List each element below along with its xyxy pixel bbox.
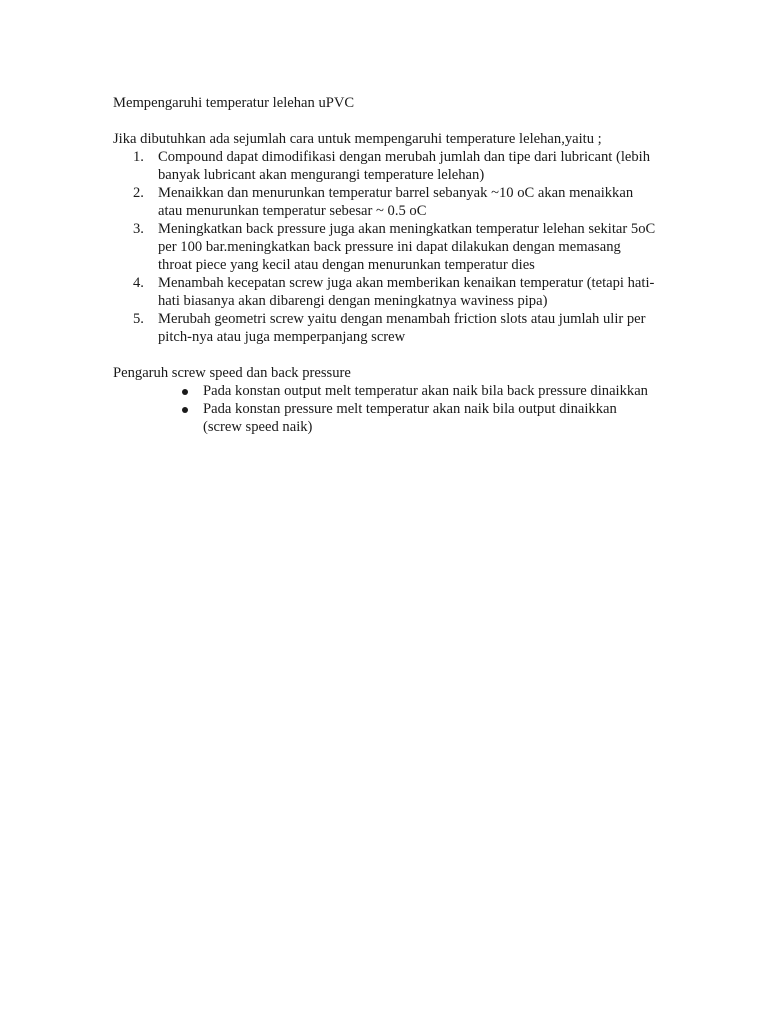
document-title: Mempengaruhi temperatur lelehan uPVC xyxy=(113,95,355,111)
list-item xyxy=(113,274,658,310)
list-item-number: 3. xyxy=(133,221,144,237)
list-item-text: Merubah geometri screw yaitu dengan menambah friction slots atau jumlah ulir per pitch-nya atau juga memperpanjang screw xyxy=(158,311,646,345)
list-item-text: Menambah kecepatan screw juga akan memberikan kenaikan temperatur (tetapi hati-hati biasanya akan dibarengi dengan meningkatnya waviness pipa) xyxy=(158,275,655,309)
intro-paragraph: Jika dibutuhkan ada sejumlah cara untuk mempengaruhi temperature lelehan,yaitu ; xyxy=(113,131,602,147)
list-item xyxy=(113,148,658,184)
list-item xyxy=(113,220,658,274)
list-item-number: 4. xyxy=(133,275,144,291)
list-item-number: 1. xyxy=(133,149,144,165)
bullet-text: Pada konstan output melt temperatur akan naik bila back pressure dinaikkan xyxy=(203,383,648,399)
bullet-icon xyxy=(182,389,188,395)
bullet-item xyxy=(113,400,658,436)
list-item-number: 5. xyxy=(133,311,144,327)
bullet-item xyxy=(113,382,658,400)
list-item-text: Meningkatkan back pressure juga akan meningkatkan temperatur lelehan sekitar 5oC per 100 bar.meningkatkan back pressure ini dapat dilakukan dengan memasang throat piece yang kecil atau dengan menurunkan temperatur dies xyxy=(158,221,656,273)
list-item-text: Menaikkan dan menurunkan temperatur barrel sebanyak ~10 oC akan menaikkan atau menurunkan temperatur sebesar ~ 0.5 oC xyxy=(158,185,634,219)
list-item-text: Compound dapat dimodifikasi dengan merubah jumlah dan tipe dari lubricant (lebih banyak lubricant akan mengurangi temperature lelehan) xyxy=(158,149,651,183)
bullet-list xyxy=(113,382,658,436)
list-item xyxy=(113,310,658,346)
list-item xyxy=(113,184,658,220)
list-item-number: 2. xyxy=(133,185,144,201)
document-page xyxy=(113,94,658,436)
bullet-text: Pada konstan pressure melt temperatur akan naik bila output dinaikkan (screw speed naik) xyxy=(203,401,617,435)
section-heading: Pengaruh screw speed dan back pressure xyxy=(113,365,351,381)
numbered-list xyxy=(113,148,658,346)
bullet-icon xyxy=(182,407,188,413)
